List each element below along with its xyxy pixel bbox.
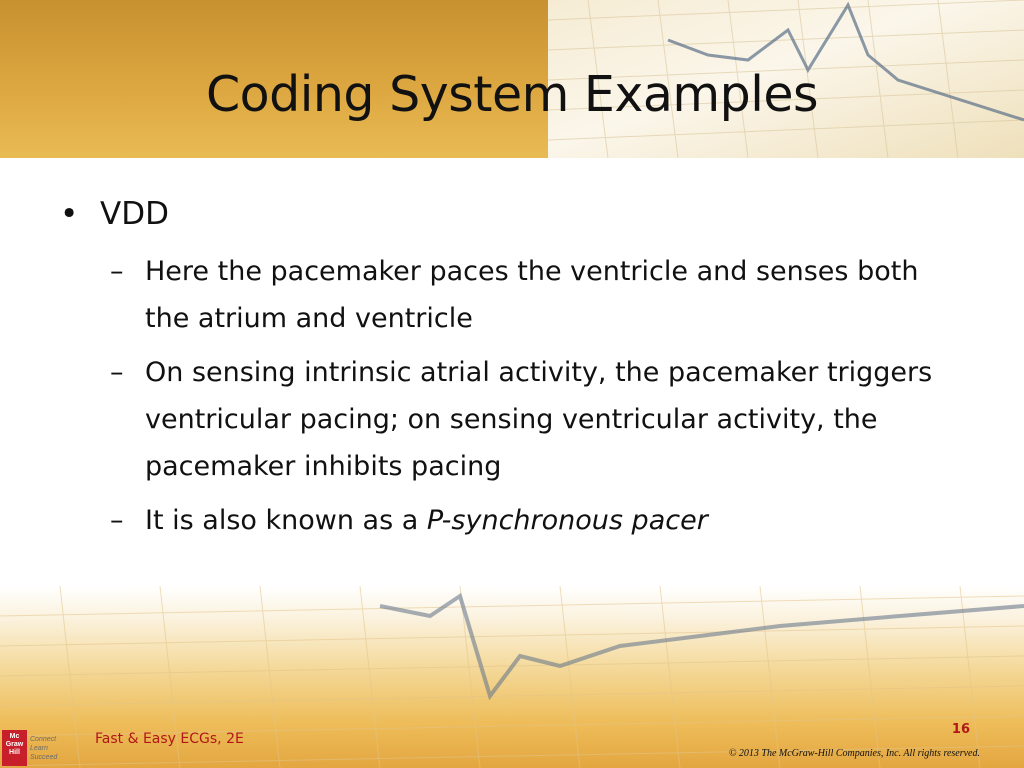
- bullet-mark: •: [60, 196, 79, 232]
- sub-bullet-text: [145, 497, 960, 544]
- sub-bullet-2: [110, 349, 960, 490]
- slide-number: 16: [951, 722, 970, 737]
- slide-title: Coding System Examples: [205, 66, 819, 123]
- tagline-line-2: Learn: [30, 744, 48, 752]
- sub-bullet-text: Here the pacemaker paces the ventricle and senses both the atrium and ventricle: [145, 256, 919, 334]
- tagline-line-3: Succeed: [30, 753, 58, 761]
- sub-bullet-prefix: It is also known as a: [145, 505, 427, 536]
- sub-bullet-mark: –: [110, 357, 124, 388]
- publisher-logo-mark: Mc Graw Hill: [2, 730, 27, 766]
- sub-bullet-1: [110, 248, 960, 342]
- bullet-vdd: [60, 192, 960, 236]
- sub-bullet-emphasis: P-synchronous pacer: [426, 505, 708, 536]
- publisher-tagline: [30, 735, 57, 762]
- copyright-notice: © 2013 The McGraw-Hill Companies, Inc. All rights reserved.: [728, 748, 980, 759]
- sub-bullet-text: On sensing intrinsic atrial activity, the pacemaker triggers ventricular pacing; on sensing ventricular activity, the pacemaker inhibits pacing: [145, 357, 933, 482]
- footer-book-title: Fast & Easy ECGs, 2E: [95, 731, 244, 747]
- sub-bullet-list: [110, 248, 960, 544]
- publisher-logo: [2, 728, 77, 768]
- tagline-line-1: Connect: [30, 735, 57, 743]
- sub-bullet-mark: –: [110, 256, 124, 287]
- ecg-trace-footer: [380, 596, 1024, 696]
- bullet-text: VDD: [100, 196, 169, 232]
- slide-content: [60, 192, 960, 551]
- sub-bullet-mark: –: [110, 505, 124, 536]
- sub-bullet-3: [110, 497, 960, 544]
